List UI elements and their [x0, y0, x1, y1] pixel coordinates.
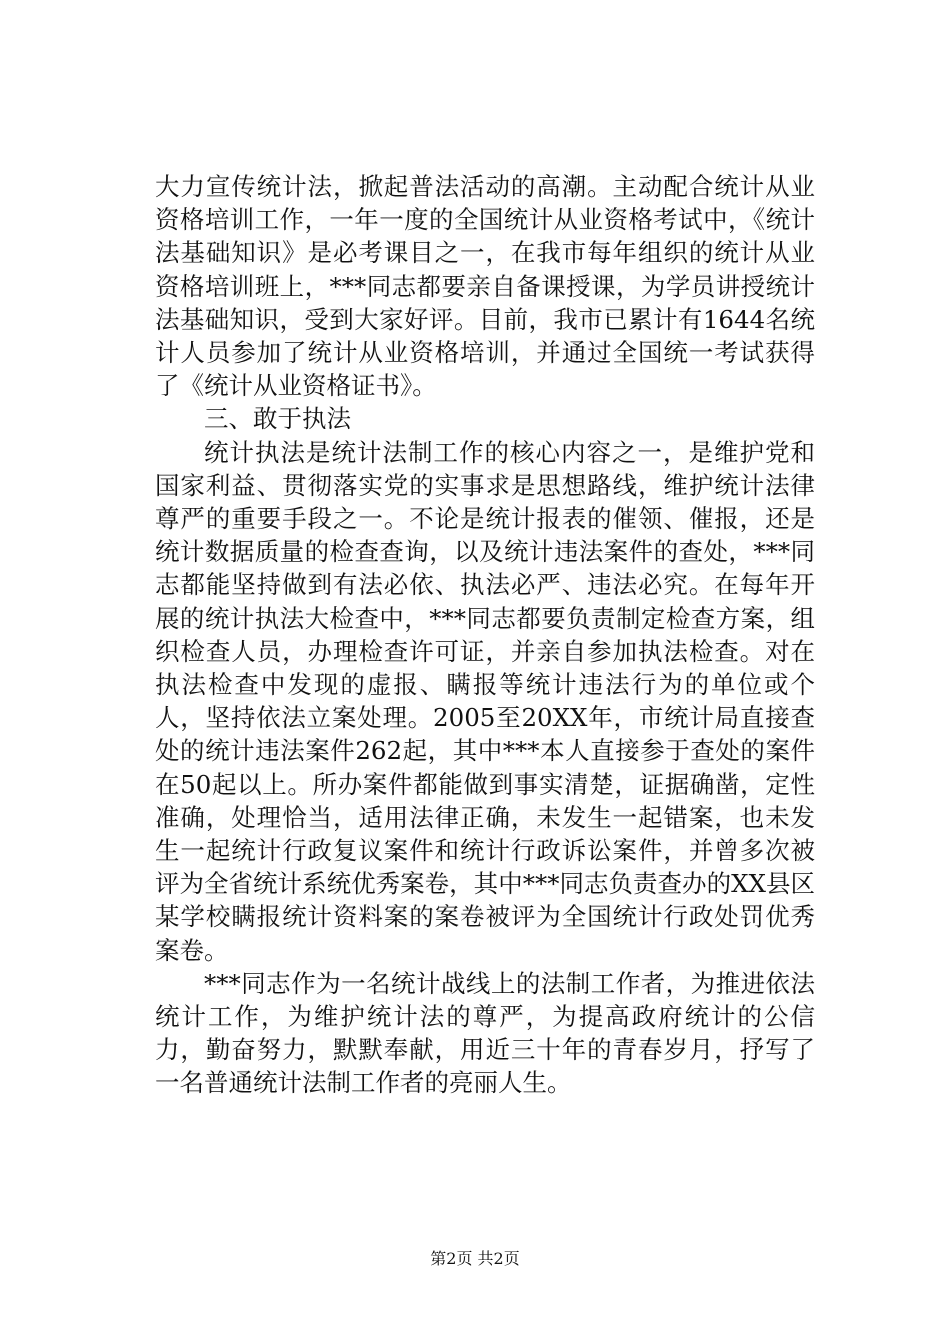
paragraph-conclusion: ***同志作为一名统计战线上的法制工作者，为推进依法统计工作，为维护统计法的尊严，为提高政府统计的公信力，勤奋努力，默默奉献，用近三十年的青春岁月，抒写了一名普通统计法制工作者的亮丽人生。	[155, 968, 815, 1098]
page-footer: 第2页 共2页	[430, 1249, 520, 1268]
section-heading-law-enforcement: 三、敢于执法	[204, 404, 351, 434]
paragraph-enforcement: 统计执法是统计法制工作的核心内容之一，是维护党和国家利益、贯彻落实党的实事求是思想路线，维护统计法律尊严的重要手段之一。不论是统计报表的催领、催报，还是统计数据质量的检查查询，以及统计违法案件的查处，***同志都能坚持做到有法必依、执法必严、违法必究。在每年开展的统计执法大检查中，***同志都要负责制定检查方案，组织检查人员，办理检查许可证，并亲自参加执法检查。对在执法检查中发现的虚报、瞒报等统计违法行为的单位或个人，坚持依法立案处理。2005至20XX年，市统计局直接查处的统计违法案件262起，其中***本人直接参于查处的案件在50起以上。所办案件都能做到事实清楚，证据确凿，定性准确，处理恰当，适用法律正确，未发生一起错案，也未发生一起统计行政复议案件和统计行政诉讼案件，并曾多次被评为全省统计系统优秀案卷，其中***同志负责查办的XX县区某学校瞒报统计资料案的案卷被评为全国统计行政处罚优秀案卷。	[155, 437, 815, 965]
paragraph-training: 大力宣传统计法，掀起普法活动的高潮。主动配合统计从业资格培训工作，一年一度的全国统计从业资格考试中，《统计法基础知识》是必考课目之一，在我市每年组织的统计从业资格培训班上，***同志都要亲自备课授课，为学员讲授统计法基础知识，受到大家好评。目前，我市已累计有1644名统计人员参加了统计从业资格培训，并通过全国统一考试获得了《统计从业资格证书》。	[155, 172, 815, 401]
document-body	[155, 170, 815, 1100]
